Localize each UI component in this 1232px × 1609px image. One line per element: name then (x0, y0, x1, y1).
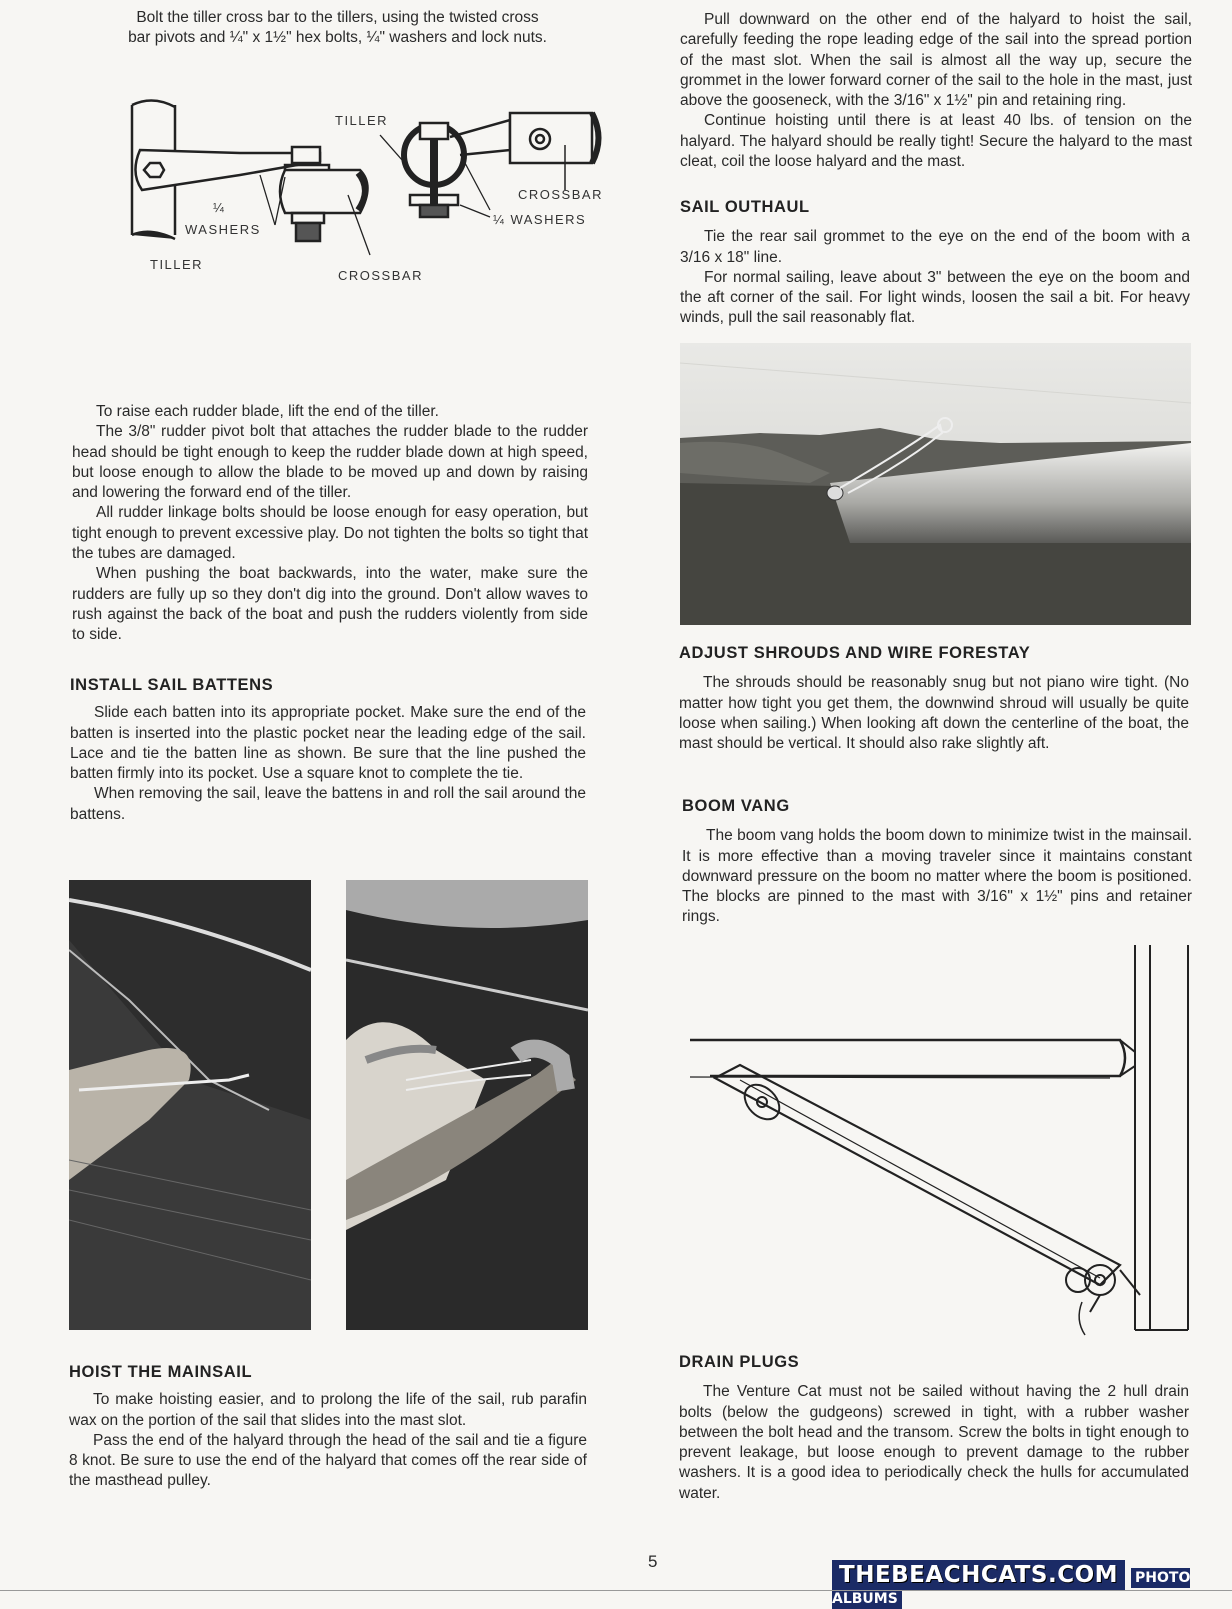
halyard-paragraph-1: Pull downward on the other end of the halyard to hoist the sail, carefully feeding the rope leading edge of the sail into the spread portion of the mast slot. When the sail is almost all the way up, secure the grommet in the lower forward corner of the sail to the hole in the mast, just above the gooseneck, with the 3/16" x 1½" pin and retaining ring. (680, 11, 1192, 110)
brand-sub-text: PHOTO ALBUMS (832, 1570, 1191, 1607)
outhaul-paragraph-1: Tie the rear sail grommet to the eye on the end of the boom with a 3/16 x 18" line. (680, 228, 1190, 266)
rudder-paragraph-2: The 3/8" rudder pivot bolt that attaches the rudder blade to the rudder head should be tight enough to keep the rudder blade down at high speed, but loose enough to allow the blade to be moved up and down by raising and lowering the forward end of the tiller. (72, 423, 588, 502)
tiller-crossbar-diagram (120, 95, 620, 295)
battens-paragraph-1: Slide each batten into its appropriate pocket. Make sure the end of the batten is inserted into the plastic pocket near the leading edge of the sail. Lace and tie the batten line as shown. Be sure that the line pushed the batten firmly into its pocket. Use a square knot to complete the tie. (70, 704, 586, 783)
battens-heading: INSTALL SAIL BATTENS (70, 676, 274, 694)
battens-section (70, 675, 586, 825)
mast (1135, 945, 1188, 1330)
vang-paragraph-1: The boom vang holds the boom down to minimize twist in the mainsail. It is more effective than a moving traveler since it maintains constant downward pressure on the boom no matter where the boom is positioned. The blocks are pinned to the mast with 3/16" x 1½" pins and retainer rings. (682, 827, 1192, 926)
hoist-paragraph-1: To make hoisting easier, and to prolong the life of the sail, rub parafin wax on the portion of the sail that slides into the mast slot. (69, 1391, 587, 1429)
halyard-section (680, 10, 1192, 172)
boom-vang-diagram (680, 940, 1195, 1340)
intro-line-1: Bolt the tiller cross bar to the tillers, using the twisted cross (136, 9, 539, 26)
label-tiller-bottom: TILLER (150, 257, 204, 272)
rudder-paragraph-1: To raise each rudder blade, lift the end of the tiller. (96, 403, 439, 420)
site-watermark (832, 1562, 1232, 1607)
battens-paragraph-2: When removing the sail, leave the battens in and roll the sail around the battens. (70, 785, 586, 823)
rudder-paragraph-3: All rudder linkage bolts should be loose enough for easy operation, but tight enough to prevent excessive play. Do not tighten the bolts so tight that the tubes are damaged. (72, 504, 588, 563)
outhaul-heading: SAIL OUTHAUL (680, 198, 810, 216)
brand-text: THEBEACHCATS.COM (832, 1560, 1125, 1590)
page-number: 5 (648, 1552, 658, 1571)
batten-photo-left (69, 880, 311, 1330)
rudder-paragraph-4: When pushing the boat backwards, into the water, make sure the rudders are fully up so they don't dig into the ground. Don't allow waves to rush against the back of the boat and push the rudders violently from side to side. (72, 565, 588, 644)
shrouds-heading: ADJUST SHROUDS AND WIRE FORESTAY (679, 644, 1031, 662)
batten-photo-right (346, 880, 588, 1330)
crossbar-block (280, 170, 368, 213)
label-quarter-washers: ¼ WASHERS (493, 212, 587, 227)
boom (690, 1040, 1125, 1076)
hoist-section (69, 1362, 587, 1492)
outhaul-photo (680, 343, 1191, 625)
rudder-section (72, 402, 588, 646)
label-crossbar-right: CROSSBAR (518, 187, 603, 202)
hoist-paragraph-2: Pass the end of the halyard through the head of the sail and tie a figure 8 knot. Be sure to use the end of the halyard that comes off the rear side of the masthead pulley. (69, 1431, 587, 1490)
shrouds-section (679, 643, 1189, 754)
hoist-heading: HOIST THE MAINSAIL (69, 1363, 253, 1381)
shrouds-paragraph-1: The shrouds should be reasonably snug but not piano wire tight. (No matter how tight you get them, the downwind shroud will usually be quite loose when sailing.) When looking aft down the centerline of the boat, the mast should be vertical. It should also rake slightly aft. (679, 674, 1189, 753)
outhaul-paragraph-2: For normal sailing, leave about 3" between the eye on the boom and the aft corner of the sail. For light winds, loosen the sail a bit. For heavy winds, pull the sail reasonably flat. (680, 268, 1190, 327)
drain-section (679, 1352, 1189, 1504)
label-washers-fraction: ¼ (213, 200, 226, 215)
bottom-rule (0, 1590, 1232, 1591)
intro-text (70, 8, 605, 49)
halyard-paragraph-2: Continue hoisting until there is at least 40 lbs. of tension on the halyard. The halyard should be really tight! Secure the halyard to the mast cleat, coil the loose halyard and the mast. (680, 112, 1192, 171)
label-washers: WASHERS (185, 222, 261, 237)
vang-section (682, 796, 1192, 928)
drain-heading: DRAIN PLUGS (679, 1353, 800, 1371)
intro-line-2: bar pivots and ¼" x 1½" hex bolts, ¼" washers and lock nuts. (128, 29, 547, 47)
label-crossbar-bottom: CROSSBAR (338, 268, 423, 283)
label-tiller-top: TILLER (335, 113, 389, 128)
vang-heading: BOOM VANG (682, 797, 790, 815)
drain-paragraph-1: The Venture Cat must not be sailed without having the 2 hull drain bolts (below the gudgeons) screwed in tight, with a rubber washer between the bolt head and the transom. Screw the bolts in tight enough to prevent leakage, but loose enough to prevent damage to the rubber washers. It is a good idea to periodically check the hulls for accumulated water. (679, 1383, 1189, 1502)
outhaul-section (680, 197, 1190, 329)
